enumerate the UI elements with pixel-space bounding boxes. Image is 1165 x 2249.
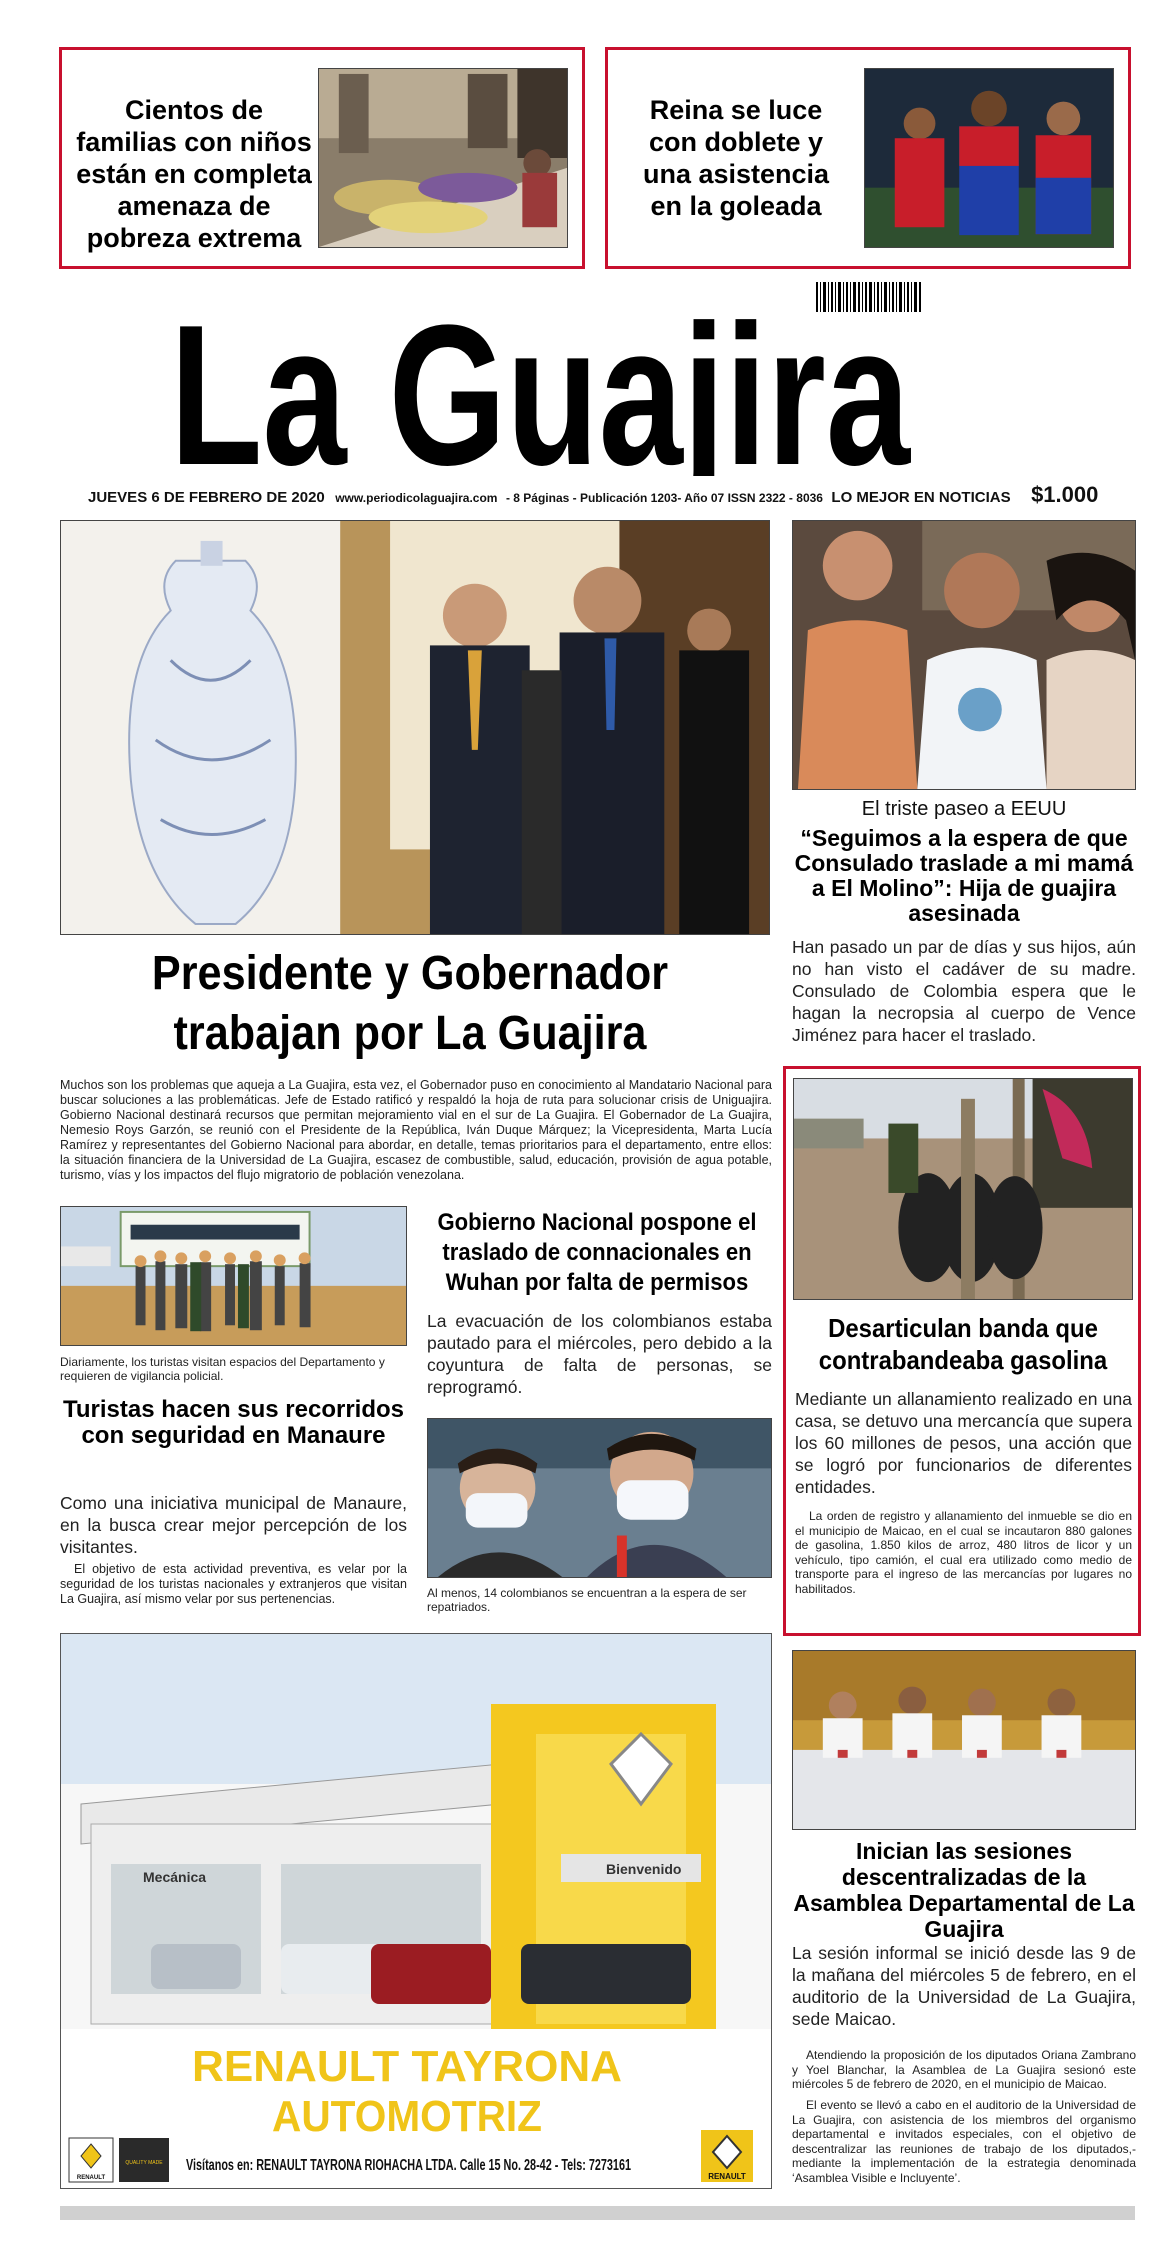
masthead-title-text: La Guajira <box>170 296 912 476</box>
bottom-rule <box>60 2206 1135 2220</box>
ad-contact: Visítanos en: RENAULT TAYRONA RIOHACHA LTDA. Calle 15 No. 28-42 - Tels: 7273161 <box>186 2157 632 2174</box>
gasoline-headline[interactable]: Desarticulan banda que contrabandeaba gasolina <box>818 1313 1108 1375</box>
gasoline-lead: Mediante un allanamiento realizado en una casa, se detuvo una mercancía que supera los 60 millones de pesos, una acción que se logró por funcionarios de diferentes entidades. <box>795 1389 1132 1497</box>
wuhan-lead: La evacuación de los colombianos estaba pautado para el miércoles, pero debido a la coyuntura de falta de personas, se reprogramó. <box>427 1311 772 1397</box>
tourism-photo <box>60 1206 407 1346</box>
ad-brand-line1: RENAULT TAYRONA <box>192 2042 622 2091</box>
edition-details: - 8 Páginas - Publicación 1203- Año 07 ISSN 2322 - 8036 <box>505 491 823 505</box>
ad-sign-mecanica: Mecánica <box>143 1869 207 1885</box>
side-photo-family <box>792 520 1136 790</box>
promo-photo-poverty <box>318 68 568 248</box>
ad-badge-text: QUALITY MADE <box>125 2160 163 2166</box>
side-body: Han pasado un par de días y sus hijos, aún no han visto el cadáver de su madre. Consulado de Colombia espera que le hagan la necropsia al cuerpo de Vence Jiménez para hacer el traslado. <box>792 937 1136 1045</box>
assembly-headline[interactable]: Inician las sesiones descentralizadas de la Asamblea Departamental de La Guajira <box>793 1838 1135 1942</box>
ad-small-logo-text: RENAULT <box>76 2175 106 2181</box>
site-link[interactable]: www.periodicolaguajira.com <box>335 491 498 505</box>
ad-brand-line2: AUTOMOTRIZ <box>272 2092 542 2141</box>
renault-ad[interactable] <box>60 1633 772 2189</box>
main-body: Muchos son los problemas que aqueja a La Guajira, esta vez, el Gobernador puso en conocimiento al Mandatario Nacional para buscar soluciones a las problemáticas. Jefe de Estado ratificó y respaldó la hoja de ruta para solucionar crisis de Uniguajira. Gobierno Nacional destinará recursos que permitan mejoramiento vial en el sur de La Guajira. El Gobernador de La Guajira, Nemesio Roys Garzón, se reunió con el Presidente de la República, Iván Duque Márquez; la Vicepresidenta, Marta Lucía Ramírez y representantes del Gobierno Nacional para abordar, en detalle, temas prioritarios para el departamento, entre ellos: la situación financiera de la Universidad de La Guajira, escasez de combustible, salud, educación, provisión de agua potable, turismo, vías y los impactos del flujo migratorio de población venezolana. <box>60 1078 772 1182</box>
slogan: LO MEJOR EN NOTICIAS <box>831 489 1011 506</box>
side-kicker: El triste paseo a EEUU <box>861 798 1067 820</box>
wuhan-caption: Al menos, 14 colombianos se encuentran a la espera de ser repatriados. <box>427 1586 747 1614</box>
main-headline[interactable]: Presidente y Gobernador trabajan por La Guajira <box>151 947 669 1060</box>
side-headline[interactable]: “Seguimos a la espera de que Consulado traslade a mi mamá a El Molino”: Hija de guajira asesinada <box>794 825 1134 926</box>
gasoline-photo <box>793 1078 1133 1300</box>
ad-renault-logo-text: RENAULT <box>708 2172 746 2181</box>
main-photo-president <box>60 520 770 935</box>
ad-sign-bienvenido: Bienvenido <box>606 1861 682 1877</box>
price: $1.000 <box>1031 482 1099 507</box>
dateline: JUEVES 6 DE FEBRERO DE 2020 <box>88 489 325 506</box>
tourism-body: El objetivo de esta actividad preventiva, es velar por la seguridad de los turistas nacionales y extranjeros que visitan La Guajira, así mismo velar por sus pertenencias. <box>60 1562 407 1606</box>
assembly-body-1: Atendiendo la proposición de los diputados Oriana Zambrano y Yoel Blanchar, la Asamblea de La Guajira sesionó este miércoles 5 de febrero de 2020, en el municipio de Maicao. <box>792 2048 1136 2091</box>
wuhan-headline[interactable]: Gobierno Nacional pospone el traslado de connacionales en Wuhan por falta de permisos <box>437 1209 757 1296</box>
promo-text-sports: Reina se luce con doblete y una asistencia en la goleada <box>642 95 830 221</box>
masthead-info-bar <box>88 482 1138 512</box>
promo-box-poverty[interactable] <box>59 47 585 269</box>
assembly-photo <box>792 1650 1136 1830</box>
tourism-headline[interactable]: Turistas hacen sus recorridos con seguridad en Manaure <box>62 1396 404 1449</box>
assembly-lead: La sesión informal se inició desde las 9 de la mañana del miércoles 5 de febrero, en el auditorio de la Universidad de La Guajira, sede Maicao. <box>792 1943 1136 2029</box>
assembly-body-2: El evento se llevó a cabo en el auditorio de la Universidad de La Guajira, con asistencia de los miembros del organismo departamental e invitados especiales, con el objetivo de descentralizar las reuniones de trabajo de los diputados,- mediante la implementación de la estrategia denominada ‘Asamblea Visible e Incluyente’. <box>792 2098 1136 2185</box>
promo-photo-sports <box>864 68 1114 248</box>
tourism-caption: Diariamente, los turistas visitan espacios del Departamento y requieren de vigilancia policial. <box>60 1355 385 1383</box>
gasoline-body: La orden de registro y allanamiento del inmueble se dio en el municipio de Maicao, en el cual se incautaron 880 galones de gasolina, 1.850 kilos de arroz, 480 litros de licor y un vehículo, tipo camión, el cual era utilizado como medio de transporte para el ingreso de las mercancías por lugares no habilitados. <box>795 1509 1132 1596</box>
masthead-title <box>120 296 960 476</box>
wuhan-photo <box>427 1418 772 1578</box>
promo-box-sports[interactable] <box>605 47 1131 269</box>
promo-text-poverty: Cientos de familias con niños están en completa amenaza de pobreza extrema <box>76 95 312 253</box>
tourism-lead: Como una iniciativa municipal de Manaure, en la busca crear mejor percepción de los visitantes. <box>60 1493 407 1557</box>
